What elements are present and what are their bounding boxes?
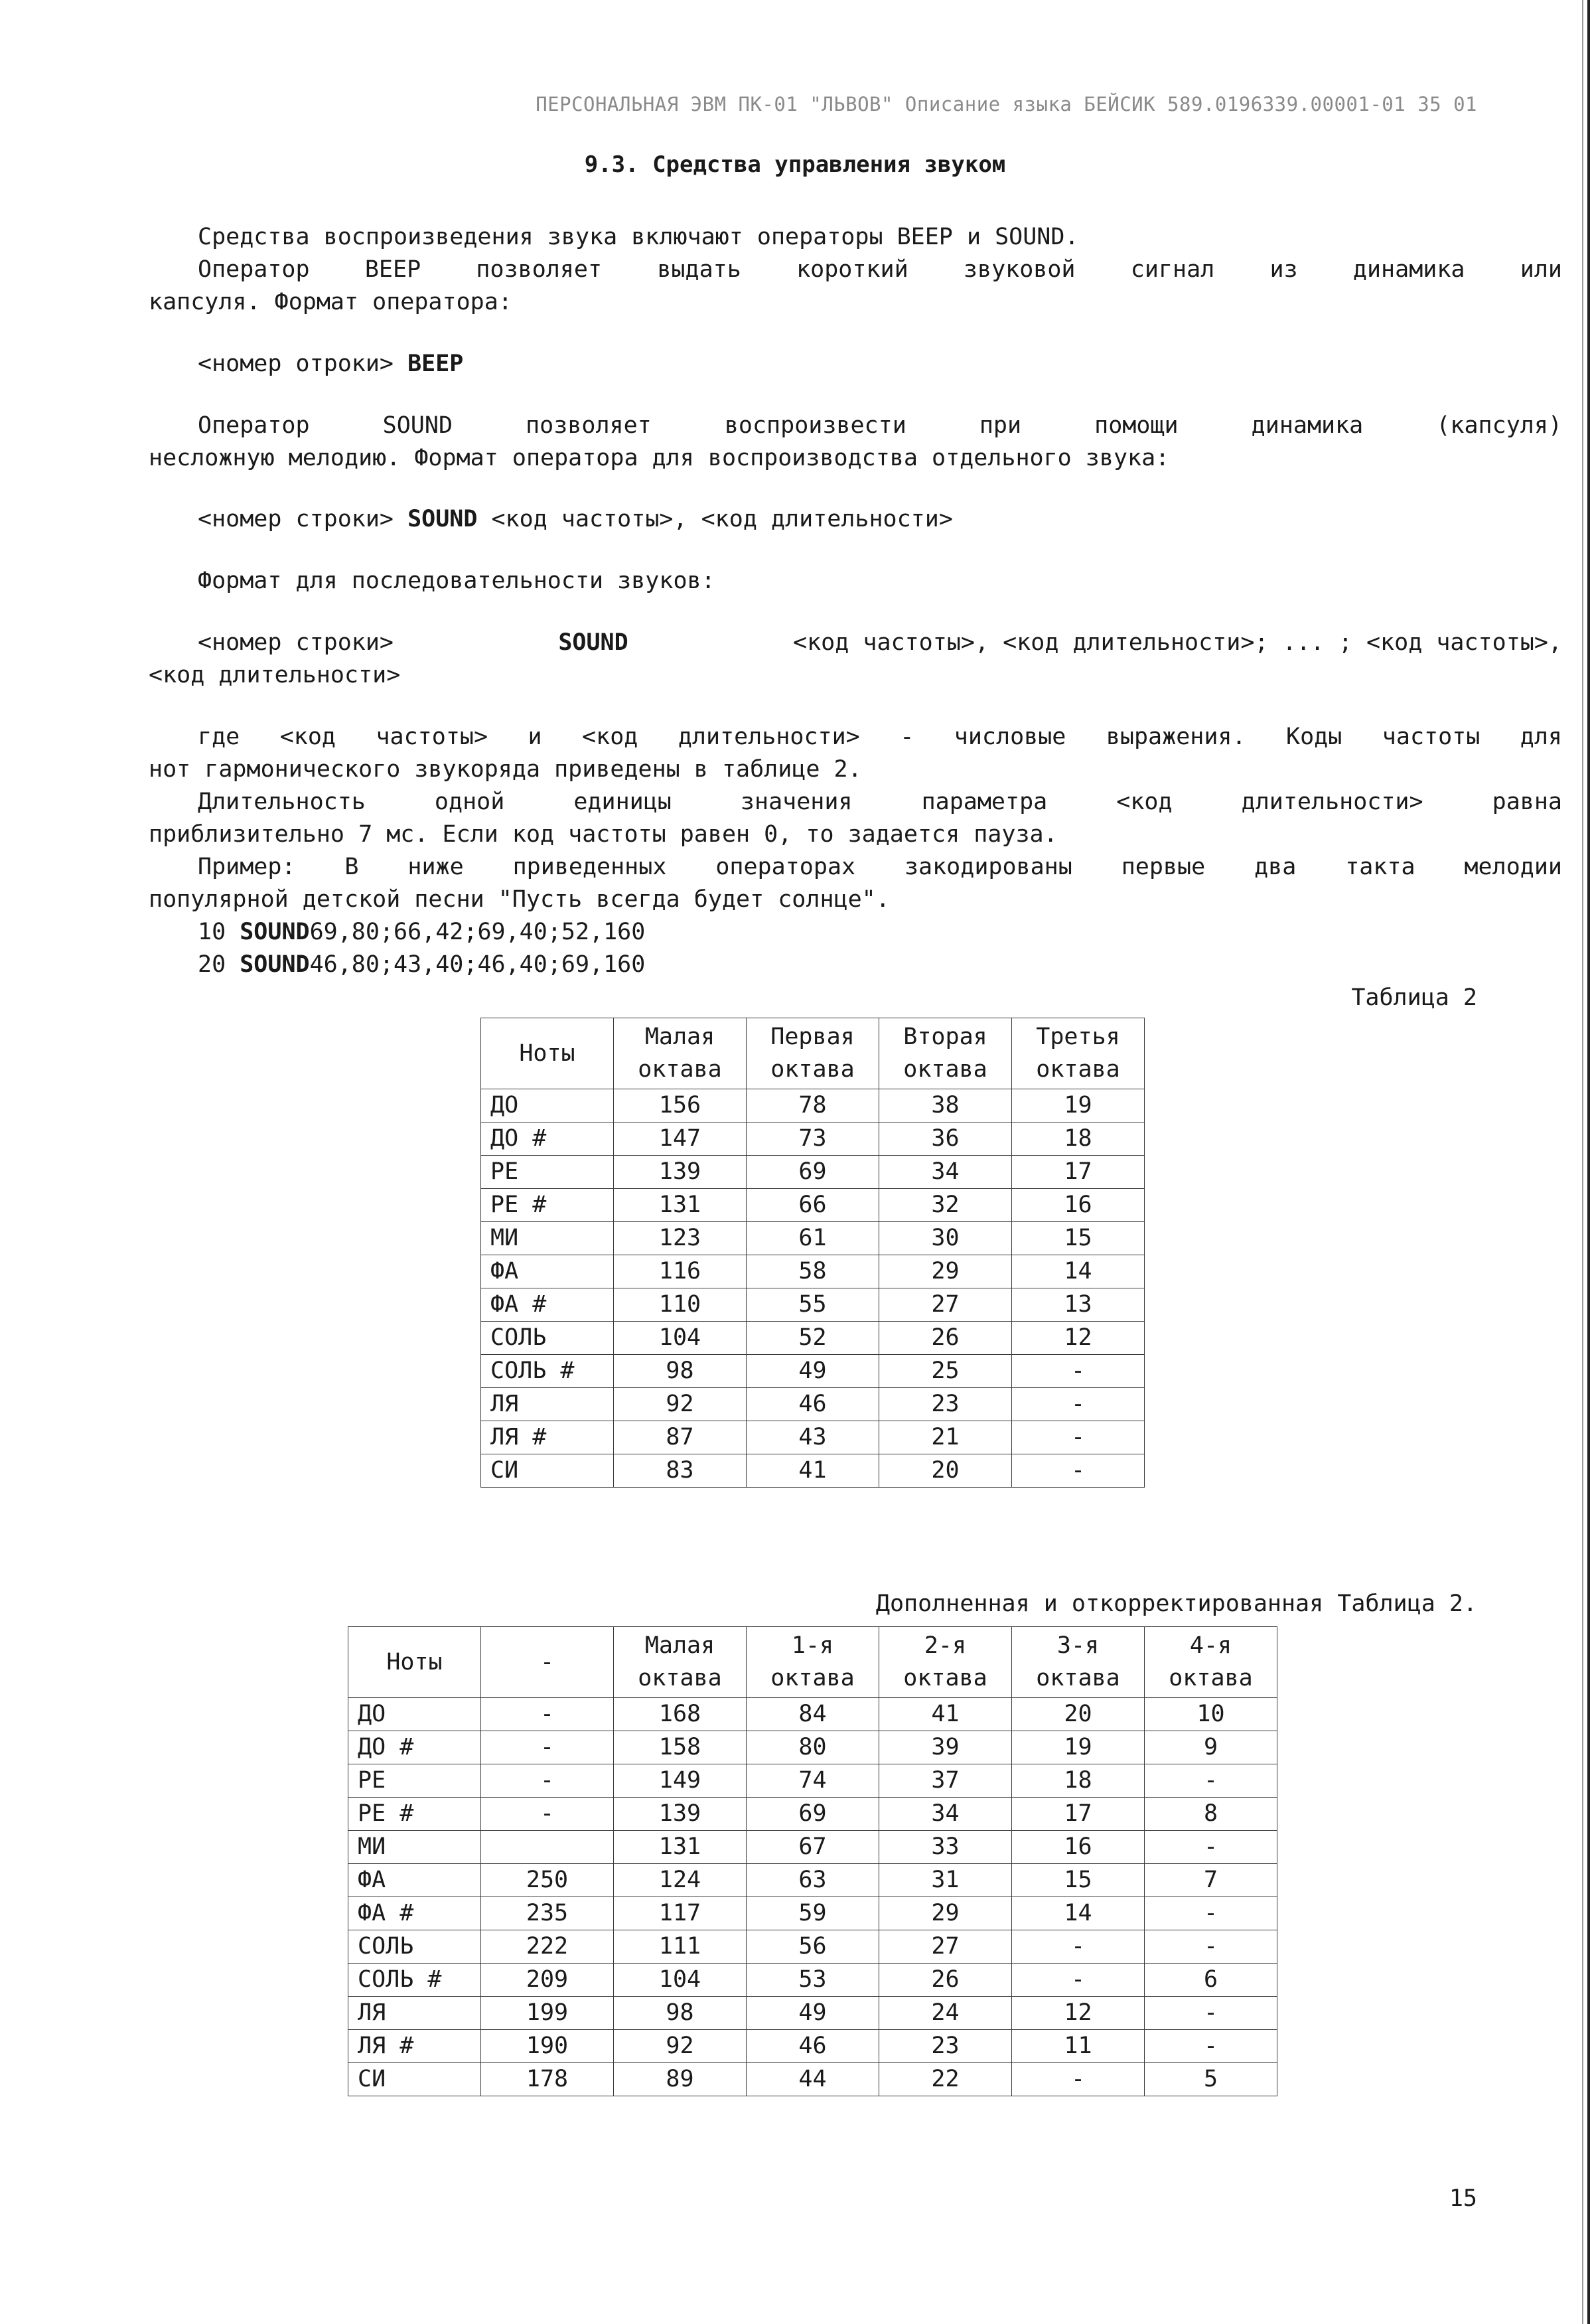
header-label: Вторая [903, 1024, 987, 1050]
frequency-code-cell: 8 [1145, 1798, 1277, 1831]
frequency-code-cell: 46 [747, 2030, 879, 2063]
frequency-code-cell: 92 [614, 1388, 747, 1421]
frequency-code-cell: 111 [614, 1930, 747, 1964]
page-edge [1587, 0, 1590, 2324]
table-row [348, 1864, 1277, 1897]
table-row [348, 2063, 1277, 2096]
column-header [481, 1627, 614, 1698]
format-sequence-line2: <код длительности> [149, 662, 401, 688]
frequency-code-cell: 14 [1012, 1255, 1145, 1288]
note-name-cell: ДО [348, 1698, 481, 1731]
frequency-code-cell: - [481, 1798, 614, 1831]
frequency-code-cell: 61 [747, 1222, 879, 1255]
frequency-code-cell: 24 [879, 1997, 1012, 2030]
sound-keyword: SOUND [240, 951, 310, 978]
frequency-code-cell: 18 [1012, 1764, 1145, 1798]
note-name-cell: ЛЯ [481, 1388, 614, 1421]
paragraph-beep-line2: капсуля. Формат оператора: [149, 289, 512, 315]
note-name-cell: ФА [481, 1255, 614, 1288]
table-row [348, 1997, 1277, 2030]
note-name-cell: ЛЯ [348, 1997, 481, 2030]
example-line-20 [198, 949, 645, 981]
note-name-cell: МИ [348, 1831, 481, 1864]
line-number: 10 [198, 919, 226, 945]
frequency-code-cell: 26 [879, 1964, 1012, 1997]
frequency-code-cell: 22 [879, 2063, 1012, 2096]
header-label: 4-я [1189, 1632, 1232, 1659]
header-label: Первая [770, 1024, 855, 1050]
format-sound-prefix: <номер строки> [198, 506, 394, 532]
header-sublabel: октава [1036, 1056, 1120, 1083]
table-row [481, 1123, 1145, 1156]
frequency-code-cell: - [1145, 1897, 1277, 1930]
running-header: ПЕРСОНАЛЬНАЯ ЭВМ ПК-01 "ЛЬВОВ" Описание языка БЕЙСИК 589.0196339.00001-01 35 01 [536, 93, 1477, 116]
note-name-cell: МИ [481, 1222, 614, 1255]
format-seq-prefix: <номер строки> [198, 629, 394, 656]
paragraph-beep-line1: Оператор BEEP позволяет выдать короткий звуковой сигнал из динамика или [198, 256, 1562, 283]
frequency-code-cell: - [1012, 1355, 1145, 1388]
table-row [481, 1222, 1145, 1255]
frequency-code-cell: 34 [879, 1156, 1012, 1189]
table-row [481, 1255, 1145, 1288]
page-edge-shadow [1582, 0, 1583, 2324]
frequency-code-cell [481, 1831, 614, 1864]
frequency-code-cell: 56 [747, 1930, 879, 1964]
frequency-code-cell: 12 [1012, 1322, 1145, 1355]
table-row [481, 1421, 1145, 1454]
line-number: 20 [198, 951, 226, 978]
header-label: 3-я [1056, 1632, 1100, 1659]
frequency-code-cell: 69 [747, 1156, 879, 1189]
note-name-cell: ДО # [348, 1731, 481, 1764]
frequency-code-cell: - [1012, 1930, 1145, 1964]
frequency-code-cell: 29 [879, 1255, 1012, 1288]
note-name-cell: РЕ [348, 1764, 481, 1798]
frequency-code-cell: 92 [614, 2030, 747, 2063]
frequency-code-cell: - [481, 1698, 614, 1731]
frequency-code-cell: 43 [747, 1421, 879, 1454]
frequency-code-cell: 104 [614, 1964, 747, 1997]
table-row [481, 1288, 1145, 1322]
header-sublabel: октава [770, 1056, 855, 1083]
frequency-code-cell: - [1145, 2030, 1277, 2063]
frequency-code-cell: 23 [879, 2030, 1012, 2063]
column-header [614, 1018, 747, 1089]
frequency-code-cell: 55 [747, 1288, 879, 1322]
frequency-code-cell: 131 [614, 1831, 747, 1864]
format-sequence-line1 [198, 627, 1562, 659]
frequency-code-cell: 78 [747, 1089, 879, 1123]
frequency-code-cell: 147 [614, 1123, 747, 1156]
frequency-code-cell: 16 [1012, 1831, 1145, 1864]
frequency-code-cell: 89 [614, 2063, 747, 2096]
frequency-code-cell: 104 [614, 1322, 747, 1355]
note-frequency-table [480, 1018, 1145, 1488]
format-sound-suffix: <код частоты>, <код длительности> [491, 506, 953, 532]
header-sublabel: октава [903, 1056, 987, 1083]
frequency-code-cell: 41 [747, 1454, 879, 1488]
table-row [348, 1698, 1277, 1731]
frequency-code-cell: 36 [879, 1123, 1012, 1156]
section-title: 9.3. Средства управления звуком [584, 151, 1006, 178]
frequency-code-cell: - [1145, 1764, 1277, 1798]
table1-caption: Таблица 2 [1351, 984, 1477, 1011]
frequency-code-cell: 20 [879, 1454, 1012, 1488]
frequency-code-cell: 33 [879, 1831, 1012, 1864]
frequency-code-cell: - [1012, 1964, 1145, 1997]
paragraph-example-line2: популярной детской песни "Пусть всегда будет солнце". [149, 886, 890, 913]
frequency-code-cell: 53 [747, 1964, 879, 1997]
frequency-code-cell: 44 [747, 2063, 879, 2096]
frequency-code-cell: - [1012, 2063, 1145, 2096]
column-header [879, 1627, 1012, 1698]
frequency-code-cell: - [1145, 1930, 1277, 1964]
frequency-code-cell: 41 [879, 1698, 1012, 1731]
frequency-code-cell: 59 [747, 1897, 879, 1930]
frequency-code-cell: 139 [614, 1156, 747, 1189]
format-sound [198, 503, 953, 536]
frequency-code-cell: 74 [747, 1764, 879, 1798]
note-name-cell: РЕ # [348, 1798, 481, 1831]
paragraph-example-line1: Пример: В ниже приведенных операторах закодированы первые два такта мелодии [198, 854, 1562, 880]
table-row [348, 1798, 1277, 1831]
note-name-cell: РЕ [481, 1156, 614, 1189]
frequency-code-cell: 23 [879, 1388, 1012, 1421]
note-name-cell: ФА # [481, 1288, 614, 1322]
frequency-code-cell: 14 [1012, 1897, 1145, 1930]
sound-keyword: SOUND [240, 919, 310, 945]
header-label: Малая [644, 1632, 715, 1659]
extended-note-frequency-table [348, 1626, 1277, 2096]
column-header [1012, 1018, 1145, 1089]
frequency-code-cell: 16 [1012, 1189, 1145, 1222]
table-header-row [481, 1018, 1145, 1089]
frequency-code-cell: 250 [481, 1864, 614, 1897]
table-row [481, 1089, 1145, 1123]
header-label: Ноты [519, 1040, 575, 1067]
beep-keyword: BEEP [407, 350, 464, 377]
format-beep-prefix: <номер отроки> [198, 350, 394, 377]
table2-caption: Дополненная и откорректированная Таблица 2. [875, 1590, 1477, 1617]
paragraph-sound-line2: несложную мелодию. Формат оператора для воспроизводства отдельного звука: [149, 445, 1170, 471]
note-name-cell: СИ [348, 2063, 481, 2096]
header-sublabel: октава [638, 1056, 722, 1083]
frequency-code-cell: - [481, 1764, 614, 1798]
column-header [1012, 1627, 1145, 1698]
page-number: 15 [1449, 2185, 1477, 2212]
frequency-code-cell: 156 [614, 1089, 747, 1123]
format-seq-suffix: <код частоты>, <код длительности>; ... ; <код частоты>, [793, 629, 1562, 656]
frequency-code-cell: 117 [614, 1897, 747, 1930]
frequency-code-cell: 66 [747, 1189, 879, 1222]
table-row [348, 1930, 1277, 1964]
column-header [481, 1018, 614, 1089]
frequency-code-cell: 46 [747, 1388, 879, 1421]
note-name-cell: ДО [481, 1089, 614, 1123]
frequency-code-cell: 158 [614, 1731, 747, 1764]
column-header [879, 1018, 1012, 1089]
table-row [348, 1731, 1277, 1764]
note-name-cell: СОЛЬ # [348, 1964, 481, 1997]
frequency-code-cell: 18 [1012, 1123, 1145, 1156]
frequency-code-cell: 69 [747, 1798, 879, 1831]
header-label: - [540, 1648, 555, 1675]
frequency-code-cell: 6 [1145, 1964, 1277, 1997]
frequency-code-cell: 235 [481, 1897, 614, 1930]
header-label: 2-я [924, 1632, 967, 1659]
frequency-code-cell: 52 [747, 1322, 879, 1355]
frequency-code-cell: 15 [1012, 1864, 1145, 1897]
frequency-code-cell: 32 [879, 1189, 1012, 1222]
table-row [481, 1322, 1145, 1355]
paragraph-intro: Средства воспроизведения звука включают операторы BEEP и SOUND. [198, 224, 1079, 250]
note-name-cell: ФА # [348, 1897, 481, 1930]
header-label: Малая [644, 1024, 715, 1050]
frequency-code-cell: 39 [879, 1731, 1012, 1764]
frequency-code-cell: - [1012, 1421, 1145, 1454]
frequency-code-cell: 84 [747, 1698, 879, 1731]
table-header-row [348, 1627, 1277, 1698]
frequency-code-cell: 124 [614, 1864, 747, 1897]
header-sublabel: октава [638, 1665, 722, 1691]
header-sublabel: октава [1169, 1665, 1253, 1691]
note-name-cell: ФА [348, 1864, 481, 1897]
example-line-10 [198, 916, 645, 949]
paragraph-sound-line1: Оператор SOUND позволяет воспроизвести при помощи динамика (капсуля) [198, 412, 1562, 439]
table-row [348, 1964, 1277, 1997]
frequency-code-cell: 49 [747, 1997, 879, 2030]
sound-args: 69,80;66,42;69,40;52,160 [309, 919, 646, 945]
frequency-code-cell: 37 [879, 1764, 1012, 1798]
frequency-code-cell: 34 [879, 1798, 1012, 1831]
note-name-cell: СОЛЬ # [481, 1355, 614, 1388]
frequency-code-cell: 25 [879, 1355, 1012, 1388]
frequency-code-cell: 29 [879, 1897, 1012, 1930]
frequency-code-cell: 49 [747, 1355, 879, 1388]
paragraph-duration-line2: приблизительно 7 мс. Если код частоты равен 0, то задается пауза. [149, 821, 1058, 848]
paragraph-codes-line1: где <код частоты> и <код длительности> - числовые выражения. Коды частоты для [198, 724, 1562, 750]
note-name-cell: РЕ # [481, 1189, 614, 1222]
frequency-code-cell: 7 [1145, 1864, 1277, 1897]
frequency-code-cell: 9 [1145, 1731, 1277, 1764]
column-header [614, 1627, 747, 1698]
frequency-code-cell: 30 [879, 1222, 1012, 1255]
column-header [1145, 1627, 1277, 1698]
frequency-code-cell: 27 [879, 1288, 1012, 1322]
header-sublabel: октава [770, 1665, 855, 1691]
column-header [747, 1018, 879, 1089]
note-name-cell: ЛЯ # [481, 1421, 614, 1454]
note-name-cell: СОЛЬ [348, 1930, 481, 1964]
header-label: 1-я [791, 1632, 834, 1659]
column-header [747, 1627, 879, 1698]
frequency-code-cell: 27 [879, 1930, 1012, 1964]
frequency-code-cell: 10 [1145, 1698, 1277, 1731]
note-name-cell: ДО # [481, 1123, 614, 1156]
frequency-code-cell: 19 [1012, 1731, 1145, 1764]
frequency-code-cell: 123 [614, 1222, 747, 1255]
frequency-code-cell: - [1145, 1831, 1277, 1864]
frequency-code-cell: - [1012, 1388, 1145, 1421]
header-sublabel: октава [903, 1665, 987, 1691]
sound-keyword: SOUND [407, 506, 478, 532]
frequency-code-cell: 38 [879, 1089, 1012, 1123]
header-sublabel: октава [1036, 1665, 1120, 1691]
note-name-cell: СОЛЬ [481, 1322, 614, 1355]
frequency-code-cell: 19 [1012, 1089, 1145, 1123]
frequency-code-cell: 149 [614, 1764, 747, 1798]
frequency-code-cell: 80 [747, 1731, 879, 1764]
format-beep [198, 348, 463, 380]
frequency-code-cell: 139 [614, 1798, 747, 1831]
frequency-code-cell: 63 [747, 1864, 879, 1897]
frequency-code-cell: 20 [1012, 1698, 1145, 1731]
table-row [348, 1897, 1277, 1930]
header-label: Третья [1036, 1024, 1120, 1050]
paragraph-sequence: Формат для последовательности звуков: [198, 568, 715, 594]
header-label: Ноты [386, 1648, 443, 1675]
frequency-code-cell: 87 [614, 1421, 747, 1454]
frequency-code-cell: 98 [614, 1997, 747, 2030]
sequence-sound-keyword: SOUND [558, 629, 628, 656]
frequency-code-cell: 26 [879, 1322, 1012, 1355]
note-name-cell: ЛЯ # [348, 2030, 481, 2063]
note-name-cell: СИ [481, 1454, 614, 1488]
frequency-code-cell: 222 [481, 1930, 614, 1964]
frequency-code-cell: - [1145, 1997, 1277, 2030]
table-row [481, 1189, 1145, 1222]
frequency-code-cell: 190 [481, 2030, 614, 2063]
table-row [481, 1355, 1145, 1388]
frequency-code-cell: 116 [614, 1255, 747, 1288]
frequency-code-cell: 168 [614, 1698, 747, 1731]
table-row [481, 1454, 1145, 1488]
table-row [348, 2030, 1277, 2063]
frequency-code-cell: 58 [747, 1255, 879, 1288]
frequency-code-cell: 209 [481, 1964, 614, 1997]
frequency-code-cell: 15 [1012, 1222, 1145, 1255]
column-header [348, 1627, 481, 1698]
frequency-code-cell: 131 [614, 1189, 747, 1222]
frequency-code-cell: 31 [879, 1864, 1012, 1897]
frequency-code-cell: 178 [481, 2063, 614, 2096]
frequency-code-cell: 73 [747, 1123, 879, 1156]
frequency-code-cell: 17 [1012, 1798, 1145, 1831]
frequency-code-cell: 199 [481, 1997, 614, 2030]
table-row [348, 1764, 1277, 1798]
paragraph-codes-line2: нот гармонического звукоряда приведены в таблице 2. [149, 756, 862, 783]
frequency-code-cell: 83 [614, 1454, 747, 1488]
paragraph-duration-line1: Длительность одной единицы значения параметра <код длительности> равна [198, 789, 1562, 815]
frequency-code-cell: 98 [614, 1355, 747, 1388]
frequency-code-cell: - [481, 1731, 614, 1764]
frequency-code-cell: 67 [747, 1831, 879, 1864]
frequency-code-cell: 110 [614, 1288, 747, 1322]
frequency-code-cell: 11 [1012, 2030, 1145, 2063]
table-row [481, 1388, 1145, 1421]
frequency-code-cell: 17 [1012, 1156, 1145, 1189]
frequency-code-cell: 21 [879, 1421, 1012, 1454]
frequency-code-cell: 13 [1012, 1288, 1145, 1322]
frequency-code-cell: - [1012, 1454, 1145, 1488]
frequency-code-cell: 12 [1012, 1997, 1145, 2030]
frequency-code-cell: 5 [1145, 2063, 1277, 2096]
table-row [348, 1831, 1277, 1864]
table-row [481, 1156, 1145, 1189]
sound-args: 46,80;43,40;46,40;69,160 [309, 951, 646, 978]
